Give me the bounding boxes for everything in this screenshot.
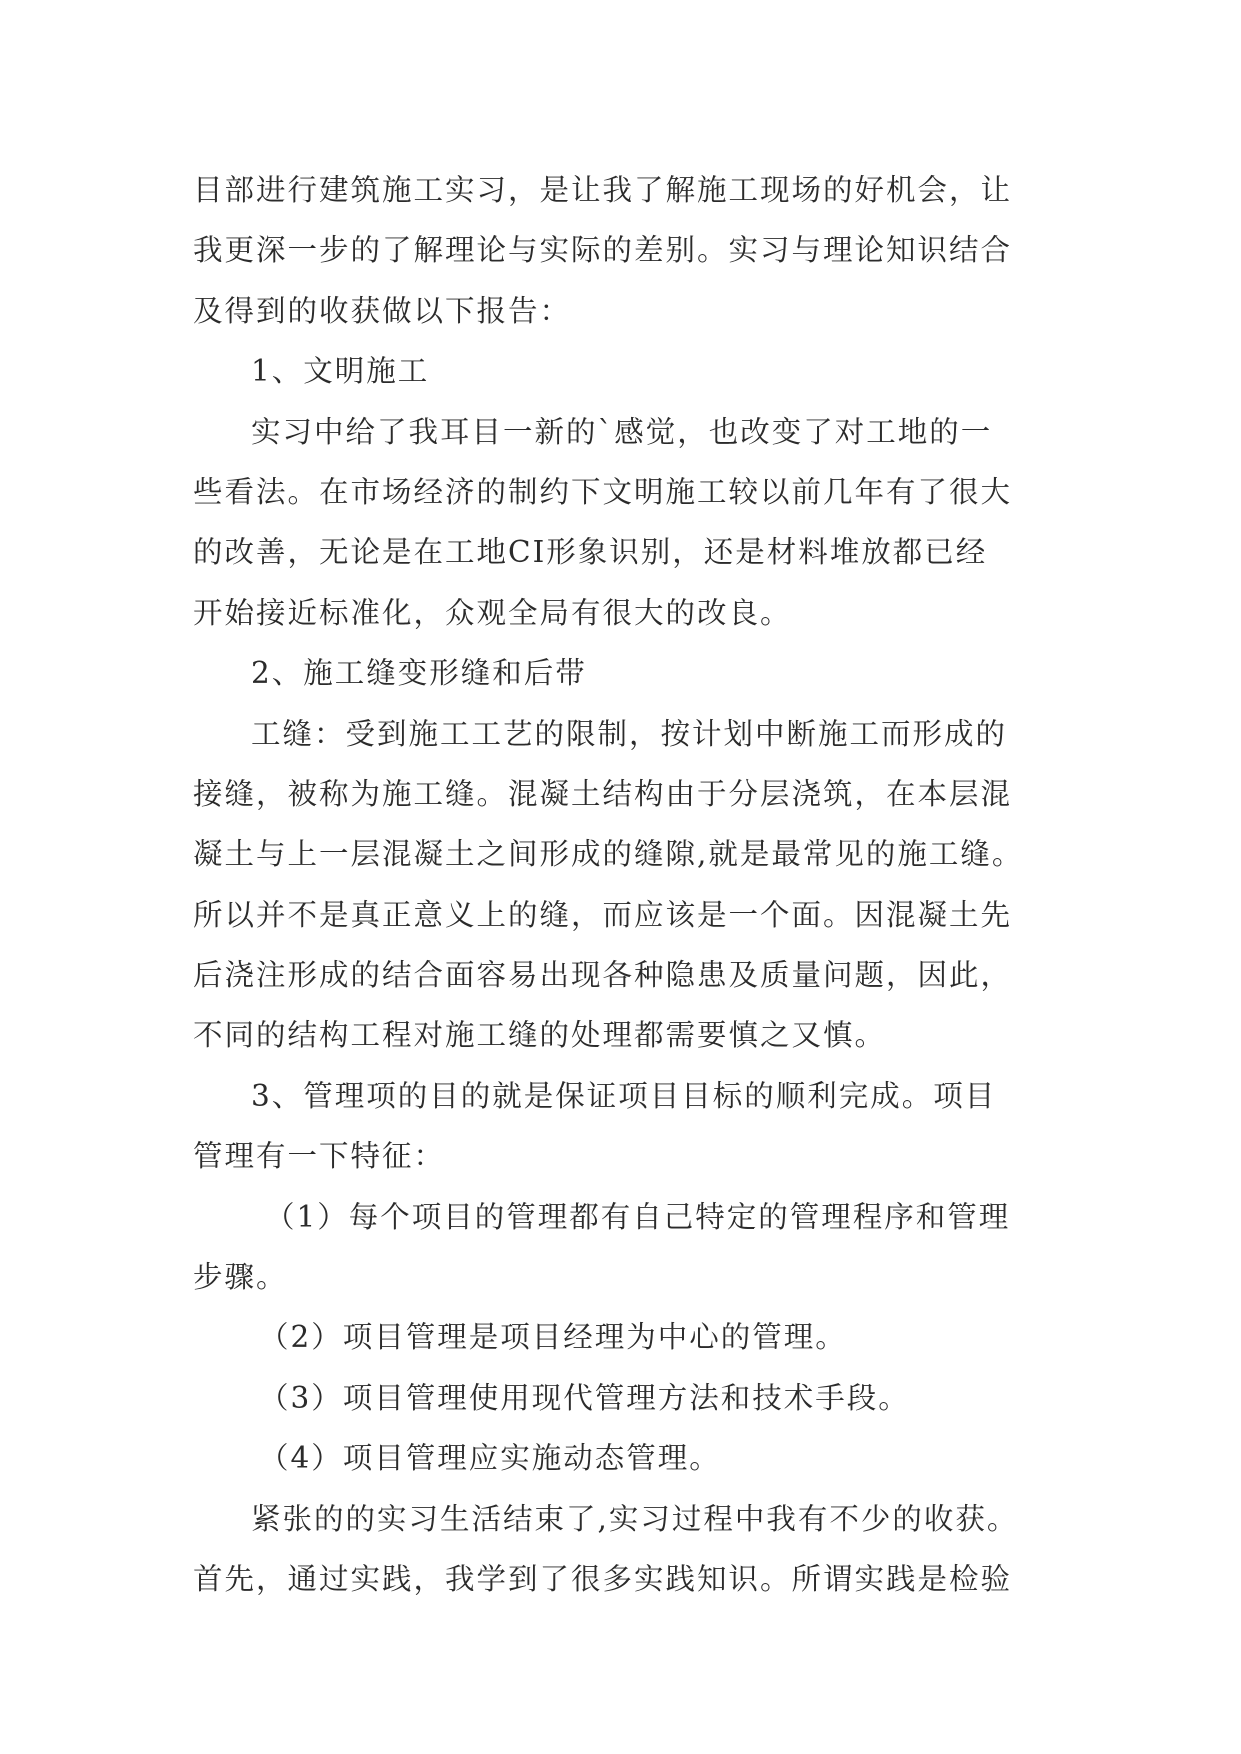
text-line: 工缝：受到施工工艺的限制，按计划中断施工而形成的 <box>251 716 1008 751</box>
text-line: 后浇注形成的结合面容易出现各种隐患及质量问题，因此， <box>193 958 1013 993</box>
section-heading: 3、管理项的目的就是保证项目目标的顺利完成。项目 <box>251 1078 997 1113</box>
text-line: 步骤。 <box>193 1260 288 1295</box>
text-line: 紧张的的实习生活结束了,实习过程中我有不少的收获。 <box>251 1501 1019 1536</box>
text-line: 开始接近标准化，众观全局有很大的改良。 <box>193 595 792 630</box>
text-line: 实习中给了我耳目一新的`感觉，也改变了对工地的一 <box>251 414 993 449</box>
text-line: 的改善，无论是在工地CI形象识别，还是材料堆放都已经 <box>193 535 988 570</box>
list-item: （3）项目管理使用现代管理方法和技术手段。 <box>259 1380 910 1415</box>
section-heading: 2、施工缝变形缝和后带 <box>251 656 587 691</box>
text-line: 我更深一步的了解理论与实际的差别。实习与理论知识结合 <box>193 233 1013 268</box>
text-line: 管理有一下特征： <box>193 1139 446 1174</box>
text-line: 所以并不是真正意义上的缝，而应该是一个面。因混凝土先 <box>193 897 1013 932</box>
text-line: 目部进行建筑施工实习，是让我了解施工现场的好机会，让 <box>193 173 1013 207</box>
text-line: 接缝，被称为施工缝。混凝土结构由于分层浇筑，在本层混 <box>193 776 1013 811</box>
text-line: 及得到的收获做以下报告： <box>193 293 572 328</box>
text-line: 些看法。在市场经济的制约下文明施工较以前几年有了很大 <box>193 474 1013 509</box>
document-body <box>193 160 1063 1609</box>
list-item: （2）项目管理是项目经理为中心的管理。 <box>259 1320 847 1355</box>
text-line: 首先，通过实践，我学到了很多实践知识。所谓实践是检验 <box>193 1561 1013 1596</box>
list-item: （4）项目管理应实施动态管理。 <box>259 1441 721 1476</box>
text-line: 不同的结构工程对施工缝的处理都需要慎之又慎。 <box>193 1018 887 1053</box>
text-line: 凝土与上一层混凝土之间形成的缝隙,就是最常见的施工缝。 <box>193 837 1024 872</box>
section-heading: 1、文明施工 <box>251 354 430 389</box>
list-item: （1）每个项目的管理都有自己特定的管理程序和管理 <box>265 1199 1011 1234</box>
